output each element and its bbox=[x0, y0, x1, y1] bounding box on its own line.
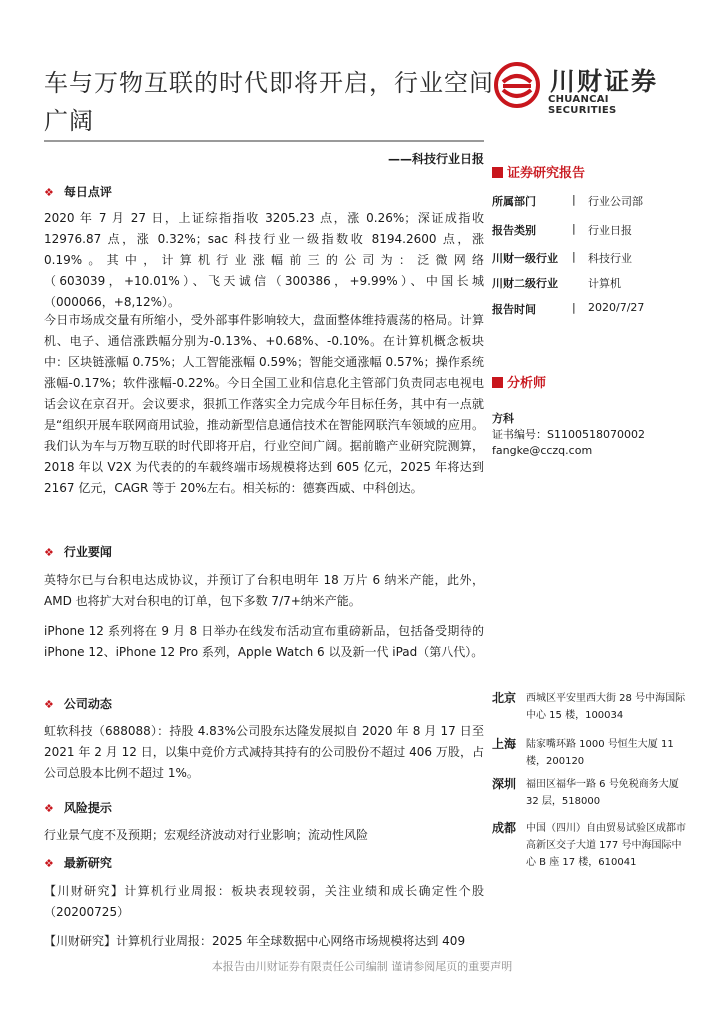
diamond-bullet-icon: ❖ bbox=[44, 186, 54, 199]
meta-row-industry-1: 川财一级行业 | 科技行业 bbox=[492, 250, 632, 265]
sidebar-heading-analyst: 分析师 bbox=[492, 372, 546, 391]
sidebar-heading-report: 证券研究报告 bbox=[492, 162, 585, 181]
analyst-email[interactable]: fangke@cczq.com bbox=[492, 444, 593, 457]
office-shanghai: 上海 陆家嘴环路 1000 号恒生大厦 11 楼，200120 bbox=[492, 737, 674, 767]
page-footer: 本报告由川财证券有限责任公司编制 谨请参阅尾页的重要声明 bbox=[211, 960, 513, 973]
report-title: 车与万物互联的时代即将开启，行业空间广阔 bbox=[44, 69, 494, 135]
research-item-2[interactable]: 【川财研究】计算机行业周报：2025 年全球数据中心网络市场规模将达到 409 bbox=[44, 934, 466, 948]
diamond-bullet-icon: ❖ bbox=[44, 546, 54, 559]
red-square-icon bbox=[492, 377, 503, 388]
red-square-icon bbox=[492, 167, 503, 178]
research-item-1[interactable]: 【川财研究】计算机行业周报：板块表现较弱，关注业绩和成长确定性个股（20200725） bbox=[44, 884, 484, 919]
section-heading-risk: ❖ 风险提示 bbox=[44, 801, 112, 815]
section-heading-company: ❖ 公司动态 bbox=[44, 697, 112, 711]
report-subtitle: ——科技行业日报 bbox=[387, 152, 484, 166]
logo-mark-icon bbox=[494, 62, 540, 108]
daily-paragraph-1: 2020 年 7 月 27 日，上证综指指收 3205.23 点，涨 0.26%；深证成指收 12976.87 点，涨 0.32%；sac 科技行业一级指数收 8194.2600 点，涨 0.19%。其中，计算机行业涨幅前三的公司为：泛微网络（603039，+10.01%）、飞天诚信（300386，+9.99%）、中国长城（000066，+8,12%）。 bbox=[44, 211, 484, 309]
risk-paragraph-1: 行业景气度不及预期；宏观经济波动对行业影响；流动性风险 bbox=[44, 828, 369, 842]
news-paragraph-2: iPhone 12 系列将在 9 月 8 日举办在线发布活动宣布重磅新品，包括备受期待的 iPhone 12、iPhone 12 Pro 系列，Apple Watch 6 以及新一代 iPad（第八代）。 bbox=[44, 624, 484, 659]
analyst-info bbox=[492, 411, 645, 459]
analyst-name: 方科 bbox=[492, 412, 514, 425]
company-logo bbox=[494, 62, 674, 116]
office-shenzhen: 深圳 福田区福华一路 6 号免税商务大厦 32 层，518000 bbox=[492, 777, 679, 807]
meta-row-category: 报告类别 | 行业日报 bbox=[492, 222, 632, 237]
title-divider bbox=[44, 140, 484, 142]
analyst-cert: 证书编号：S1100518070002 bbox=[492, 428, 645, 441]
section-heading-news: ❖ 行业要闻 bbox=[44, 545, 112, 559]
diamond-bullet-icon: ❖ bbox=[44, 802, 54, 815]
daily-paragraph-2: 今日市场成交量有所缩小，受外部事件影响较大，盘面整体维持震荡的格局。计算机、电子、通信涨跌幅分别为-0.13%、+0.68%、-0.10%。在计算机概念板块中：区块链涨幅 0.75%；人工智能涨幅 0.59%；智能交通涨幅 0.57%；操作系统涨幅-0.17%；软件涨幅-0.22%。今日全国工业和信息化主管部门负责同志电视电话会议在京召开。会议要求，狠抓工作落实全力完成今年目标任务，其中有一点就是“组织开展车联网商用试验，推动新型信息通信技术在智能网联汽车领域的应用。我们认为车与万物互联的时代即将开启，行业空间广阔。据前瞻产业研究院测算，2018 年以 V2X 为代表的的车载终端市场规模将达到 605 亿元，2025 年将达到 2167 亿元，CAGR 等于 20%左右。相关标的：德赛西威、中科创达。 bbox=[44, 313, 484, 495]
office-chengdu: 成都 中国（四川）自由贸易试验区成都市高新区交子大道 177 号中海国际中心 B 座 17 楼，610041 bbox=[492, 821, 686, 868]
company-paragraph-1: 虹软科技（688088）：持股 4.83%公司股东达隆发展拟自 2020 年 8 月 17 日至 2021 年 2 月 12 日，以集中竞价方式减持其持有的公司股份不超过 406 万股，占公司总股本比例不超过 1%。 bbox=[44, 724, 484, 780]
news-paragraph-1: 英特尔已与台积电达成协议，并预订了台积电明年 18 万片 6 纳米产能，此外，AMD 也将扩大对台积电的订单，包下多数 7/7+纳米产能。 bbox=[44, 573, 484, 608]
section-heading-daily: ❖ 每日点评 bbox=[44, 185, 112, 199]
logo-text-cn: 川财证券 bbox=[550, 67, 659, 96]
logo-text-en: CHUANCAI SECURITIES bbox=[548, 94, 617, 116]
diamond-bullet-icon: ❖ bbox=[44, 857, 54, 870]
diamond-bullet-icon: ❖ bbox=[44, 698, 54, 711]
meta-row-date: 报告时间 | 2020/7/27 bbox=[492, 301, 645, 316]
office-beijing: 北京 西城区平安里西大街 28 号中海国际中心 15 楼，100034 bbox=[492, 691, 686, 721]
meta-row-industry-2: 川财二级行业 计算机 bbox=[492, 277, 621, 290]
meta-row-department: 所属部门 | 行业公司部 bbox=[492, 193, 643, 208]
section-heading-research: ❖ 最新研究 bbox=[44, 856, 112, 870]
